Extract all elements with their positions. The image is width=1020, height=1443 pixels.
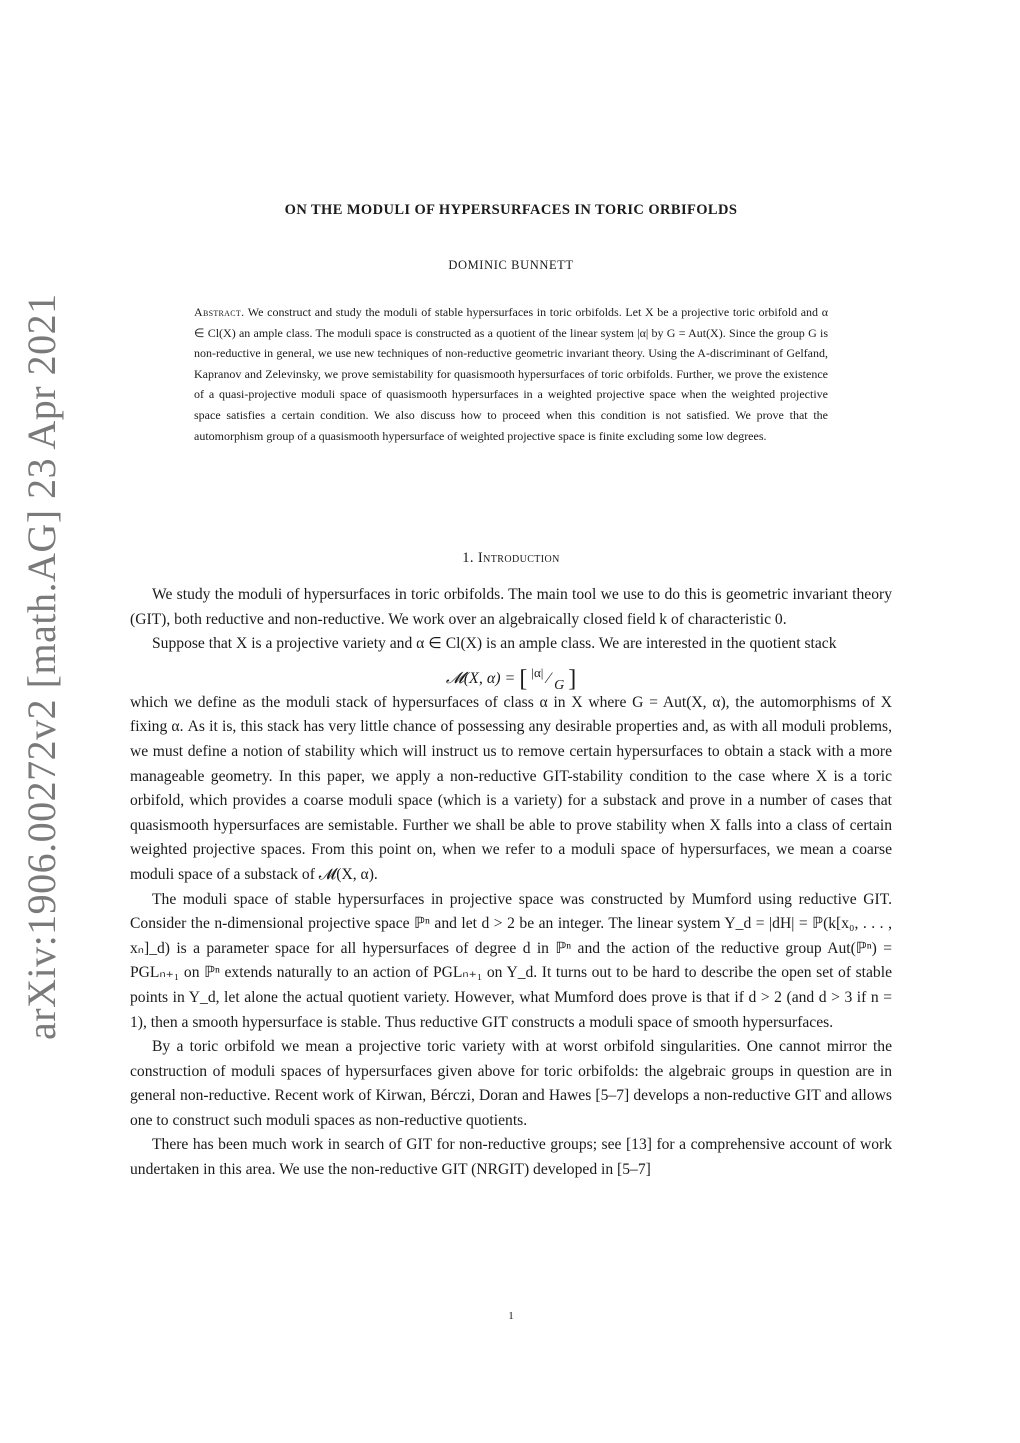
equation-denominator: G: [554, 677, 565, 693]
page-number: 1: [508, 1310, 514, 1322]
author-name: DOMINIC BUNNETT: [448, 258, 574, 272]
abstract-label: Abstract.: [194, 305, 245, 319]
paragraph: The moduli space of stable hypersurfaces in projective space was constructed by Mumford using reductive GIT. Consider the n-dimensional projective space ℙⁿ and let d > 2 be an integer. The linear system Y_d = |dH| = ℙ(k[x₀, . . . , xₙ]_d) is a parameter space for all hypersurfaces of degree d in ℙⁿ and the action of the reductive group Aut(ℙⁿ) = PGLₙ₊₁ on ℙⁿ extends naturally to an action of PGLₙ₊₁ on Y_d. It turns out to be hard to describe the open set of stable points in Y_d, let alone the actual quotient variety. However, what Mumford does prove is that if d > 2 (and d > 3 if n = 1), then a smooth hypersurface is stable. Thus reductive GIT constructs a moduli space of smooth hypersurfaces.: [130, 890, 892, 1031]
paragraph: We study the moduli of hypersurfaces in toric orbifolds. The main tool we use to do this is geometric invariant theory (GIT), both reductive and non-reductive. We work over an algebraically closed field k of characteristic 0.: [130, 586, 892, 628]
section-number: 1.: [462, 550, 474, 566]
section-title: Introduction: [477, 550, 560, 566]
body-text: [130, 583, 892, 1183]
paper-title: ON THE MODULI OF HYPERSURFACES IN TORIC ORBIFOLDS: [284, 202, 738, 218]
equation-slash: ⁄: [547, 669, 551, 687]
equation-bracket-close: ]: [568, 665, 577, 692]
paragraph: which we define as the moduli stack of hypersurfaces of class α in X where G = Aut(X, α), the automorphisms of X fixing α. As it is, this stack has very little chance of possessing any desirable properties and, as with all moduli problems, we must define a notion of stability which will instruct us to remove certain hypersurfaces to obtain a stack with a more manageable geometry. In this paper, we apply a non-reductive GIT-stability condition to the case where X is a toric orbifold, which provides a coarse moduli space (which is a variety) for a substack and prove in a number of cases that quasismooth hypersurfaces are semistable. Further we shall be able to prove stability when X falls into a class of certain weighted projective spaces. From this point on, when we refer to a moduli space of hypersurfaces, we mean a coarse moduli space of a substack of 𝓜(X, α).: [130, 693, 892, 883]
equation-lhs: 𝓜(X, α) =: [445, 669, 516, 687]
abstract: [194, 302, 828, 446]
arxiv-identifier: arXiv:1906.00272v2 [math.AG] 23 Apr 2021: [19, 293, 64, 1040]
section-heading: [130, 550, 892, 567]
abstract-text: We construct and study the moduli of stable hypersurfaces in toric orbifolds. Let X be a projective toric orbifold and α ∈ Cl(X) an ample class. The moduli space is constructed as a quotient of the linear system |α| by G = Aut(X). Since the group G is non-reductive in general, we use new techniques of non-reductive geometric invariant theory. Using the A-discriminant of Gelfand, Kapranov and Zelevinsky, we prove semistability for quasismooth hypersurfaces of toric orbifolds. Further, we prove the existence of a quasi-projective moduli space of quasismooth hypersurfaces in a weighted projective space when the weighted projective space satisfies a certain condition. We also discuss how to proceed when this condition is not satisfied. We prove that the automorphism group of a quasismooth hypersurface of weighted projective space is finite excluding some low degrees.: [194, 305, 828, 443]
paragraph: By a toric orbifold we mean a projective toric variety with at worst orbifold singularities. One cannot mirror the construction of moduli spaces of hypersurfaces given above for toric orbifolds: the algebraic groups in question are in general non-reductive. Recent work of Kirwan, Bérczi, Doran and Hawes [5–7] develops a non-reductive GIT and allows one to construct such moduli spaces as non-reductive quotients.: [130, 1038, 892, 1129]
paragraph: There has been much work in search of GIT for non-reductive groups; see [13] for a comprehensive account of work undertaken in this area. We use the non-reductive GIT (NRGIT) developed in [5–7]: [130, 1136, 892, 1179]
equation-numerator: |α|: [531, 664, 544, 680]
equation-bracket-open: [: [519, 665, 528, 692]
moduli-stack-equation: [130, 655, 892, 691]
paragraph: Suppose that X is a projective variety and α ∈ Cl(X) is an ample class. We are interested in the quotient stack: [152, 635, 837, 653]
